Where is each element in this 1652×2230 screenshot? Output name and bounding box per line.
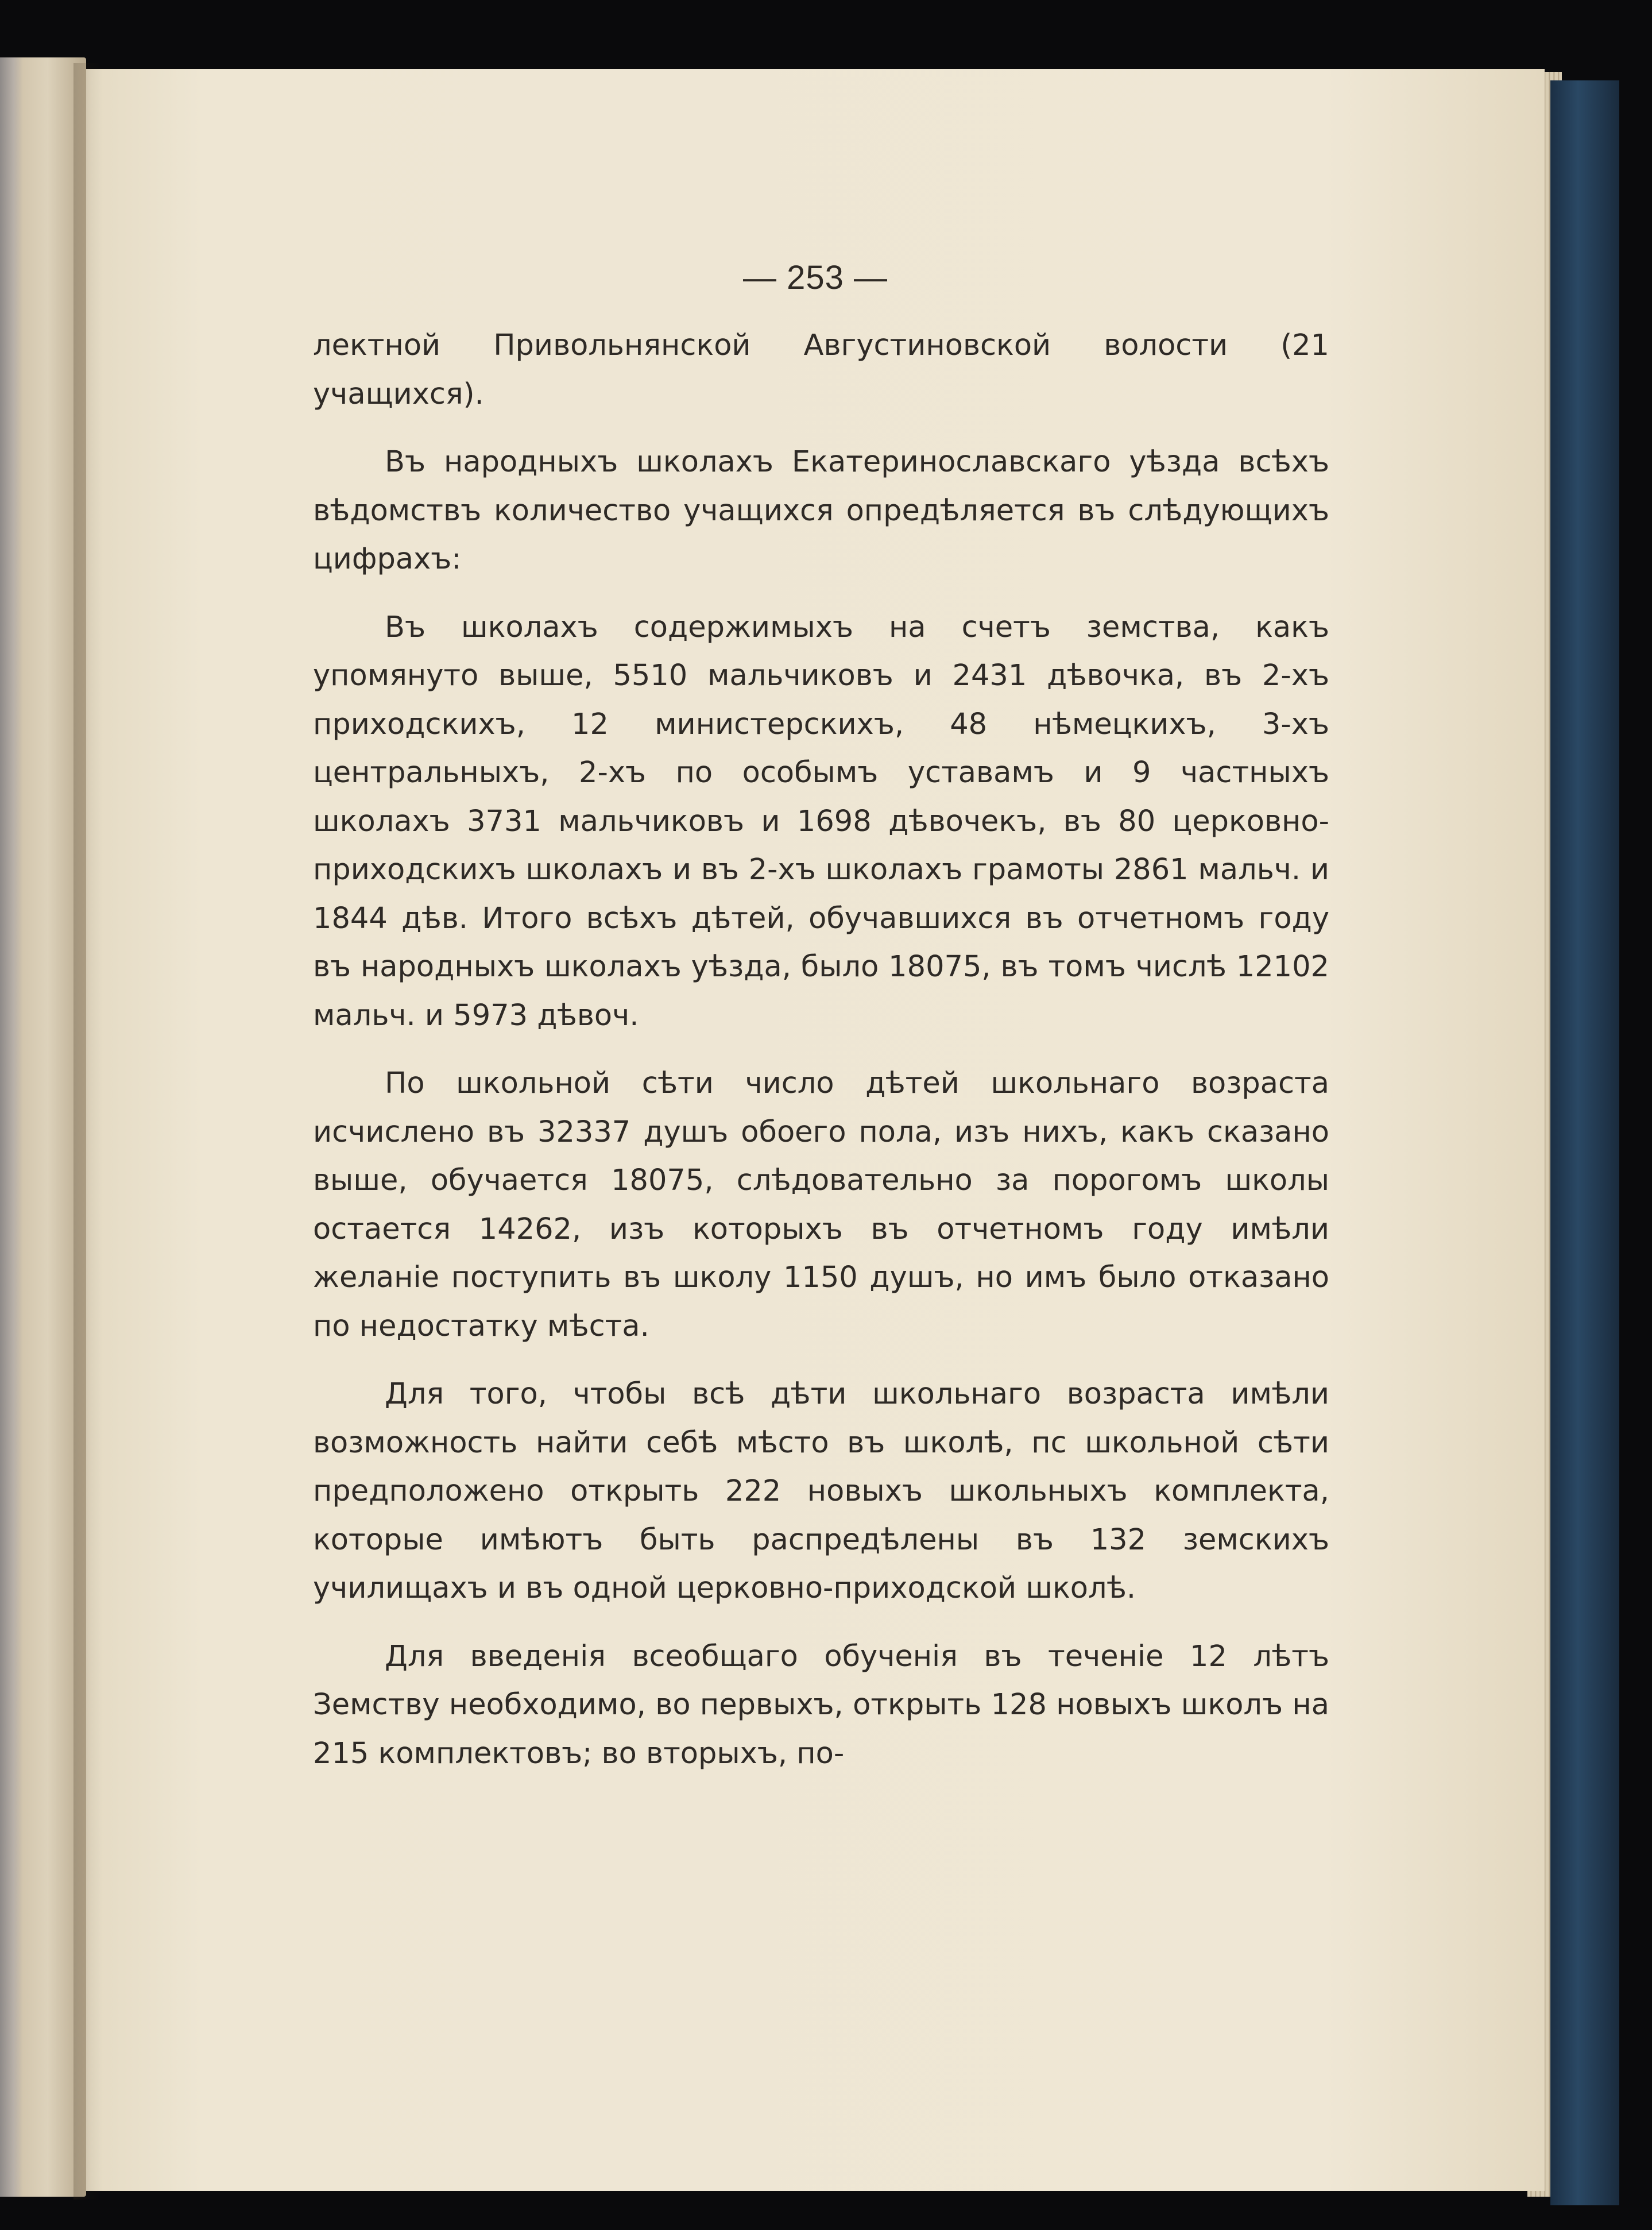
page-body-text — [313, 322, 1329, 1778]
paragraph-4: По школьной сѣти число дѣтей школьнаго возраста исчислено въ 32337 душъ обоего пола, изъ нихъ, какъ сказано выше, обучается 18075, слѣдовательно за порогомъ школы остается 14262, изъ которыхъ въ отчетномъ году имѣли желаніе поступить въ школу 1150 душъ, но имъ было отказано по недостатку мѣста. — [313, 1066, 1329, 1343]
book-cover-right — [1550, 80, 1619, 2205]
paragraph-3: Въ школахъ содержимыхъ на счетъ земства, какъ упомянуто выше, 5510 мальчиковъ и 2431 дѣвочка, въ 2-хъ приходскихъ, 12 министерскихъ, 48 нѣмецкихъ, 3-хъ центральныхъ, 2-хъ по особымъ уставамъ и 9 частныхъ школахъ 3731 мальчиковъ и 1698 дѣвочекъ, въ 80 церковно-приходскихъ школахъ и въ 2-хъ школахъ грамоты 2861 мальч. и 1844 дѣв. Итого всѣхъ дѣтей, обучавшихся въ отчетномъ году въ народныхъ школахъ уѣзда, было 18075, въ томъ числѣ 12102 мальч. и 5973 дѣвоч. — [313, 610, 1329, 1033]
book-binding-left — [0, 57, 23, 2197]
paragraph-6: Для введенія всеобщаго обученія въ теченіе 12 лѣтъ Земству необходимо, во первыхъ, открыть 128 новыхъ школъ на 215 комплектовъ; во вторыхъ, по- — [313, 1639, 1329, 1771]
book-page — [86, 69, 1545, 2191]
paragraph-2: Въ народныхъ школахъ Екатеринославскаго уѣзда всѣхъ вѣдомствъ количество учащихся опредѣляется въ слѣдующихъ цифрахъ: — [313, 445, 1329, 576]
page-gutter-shadow — [73, 63, 102, 2200]
paragraph-1: лектной Привольнянской Августиновской волости (21 учащихся). — [313, 328, 1329, 411]
paragraph-5: Для того, чтобы всѣ дѣти школьнаго возраста имѣли возможность найти себѣ мѣсто въ школѣ, пс школьной сѣти предположено открыть 222 новыхъ школьныхъ комплекта, которые имѣютъ быть распредѣлены въ 132 земскихъ училищахъ и въ одной церковно-приходской школѣ. — [313, 1377, 1329, 1605]
page-number: — 253 — — [743, 259, 888, 296]
